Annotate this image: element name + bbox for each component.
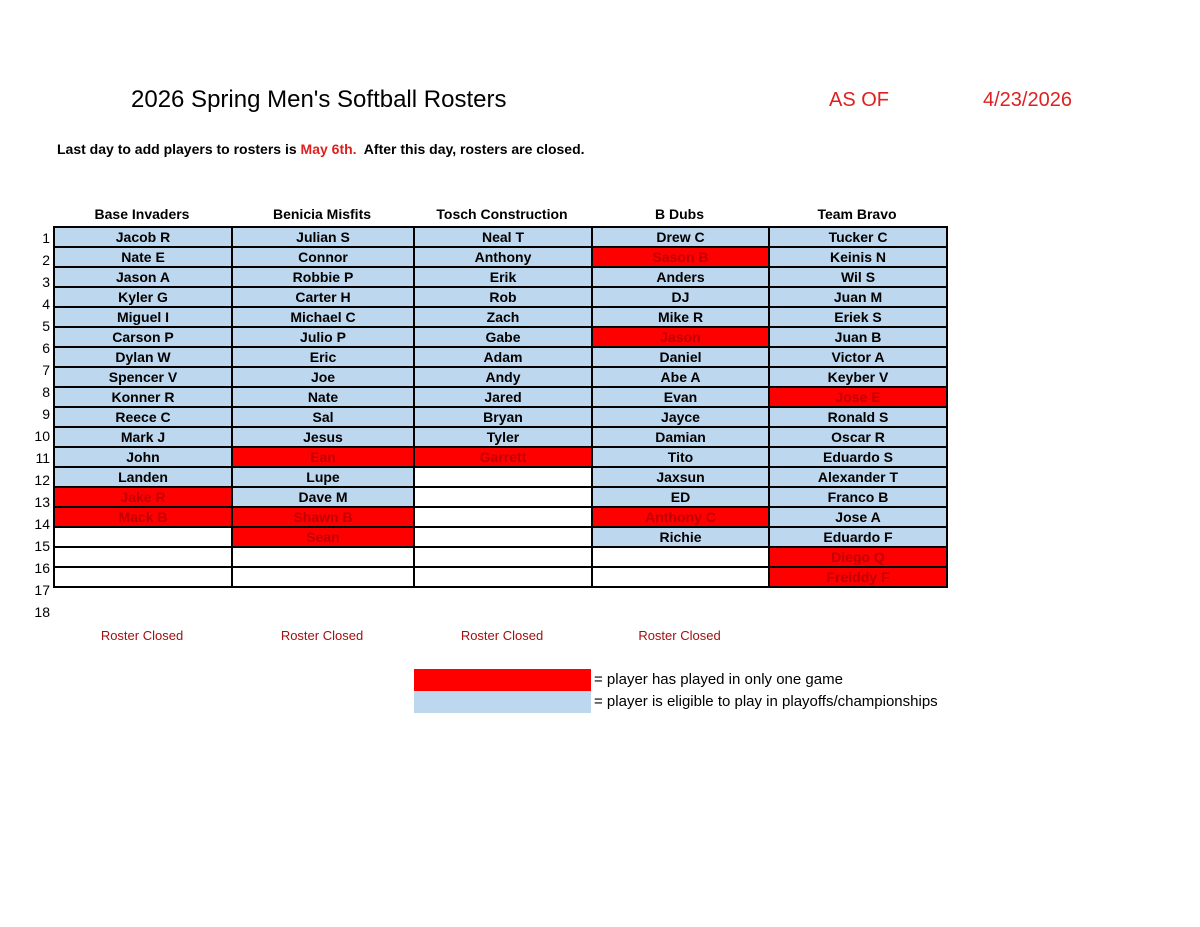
- row-number: 7: [42, 362, 50, 378]
- empty-roster-cell: [54, 567, 232, 587]
- row-number: 16: [34, 560, 50, 576]
- player-cell: Jose A: [769, 507, 947, 527]
- row-number: 14: [34, 516, 50, 532]
- player-cell: Tito: [592, 447, 769, 467]
- roster-closed-label: Roster Closed: [460, 628, 544, 643]
- legend-one-game-swatch: [414, 669, 591, 691]
- player-cell: Joe: [232, 367, 414, 387]
- player-cell: Konner R: [54, 387, 232, 407]
- player-cell: Richie: [592, 527, 769, 547]
- notice-suffix: After this day, rosters are closed.: [356, 141, 585, 157]
- empty-roster-cell: [592, 567, 769, 587]
- player-cell: Abe A: [592, 367, 769, 387]
- player-cell: Freiddy F: [769, 567, 947, 587]
- player-cell: ED: [592, 487, 769, 507]
- empty-roster-cell: [414, 547, 592, 567]
- player-cell: Reece C: [54, 407, 232, 427]
- empty-roster-cell: [414, 527, 592, 547]
- player-cell: Sal: [232, 407, 414, 427]
- player-cell: Oscar R: [769, 427, 947, 447]
- row-number: 5: [42, 318, 50, 334]
- player-cell: Anders: [592, 267, 769, 287]
- player-cell: Anthony: [414, 247, 592, 267]
- player-cell: Connor: [232, 247, 414, 267]
- empty-roster-cell: [414, 567, 592, 587]
- row-number: 12: [34, 472, 50, 488]
- legend-eligible-text: = player is eligible to play in playoffs/championships: [594, 693, 938, 710]
- player-cell: DJ: [592, 287, 769, 307]
- roster-deadline-notice: [57, 141, 585, 157]
- player-cell: Eduardo F: [769, 527, 947, 547]
- player-cell: Keinis N: [769, 247, 947, 267]
- row-number: 1: [42, 230, 50, 246]
- player-cell: Mark J: [54, 427, 232, 447]
- row-number: 18: [34, 604, 50, 620]
- player-cell: Juan B: [769, 327, 947, 347]
- player-cell: Jared: [414, 387, 592, 407]
- notice-prefix: Last day to add players to rosters is: [57, 141, 301, 157]
- player-cell: Gabe: [414, 327, 592, 347]
- player-cell: Garrett: [414, 447, 592, 467]
- row-number: 6: [42, 340, 50, 356]
- empty-roster-cell: [414, 487, 592, 507]
- table-row: [54, 327, 947, 347]
- player-cell: Victor A: [769, 347, 947, 367]
- player-cell: Landen: [54, 467, 232, 487]
- as-of-label: AS OF: [829, 89, 890, 111]
- player-cell: Ronald S: [769, 407, 947, 427]
- legend-eligible-swatch: [414, 691, 591, 713]
- row-number: 13: [34, 494, 50, 510]
- player-cell: Diego Q: [769, 547, 947, 567]
- roster-table: [53, 226, 948, 588]
- player-cell: Jake R: [54, 487, 232, 507]
- player-cell: Neal T: [414, 227, 592, 247]
- player-cell: Eric: [232, 347, 414, 367]
- player-cell: Dylan W: [54, 347, 232, 367]
- row-number: 10: [34, 428, 50, 444]
- player-cell: Rob: [414, 287, 592, 307]
- player-cell: Julio P: [232, 327, 414, 347]
- table-row: [54, 307, 947, 327]
- row-number: 15: [34, 538, 50, 554]
- player-cell: Jose E: [769, 387, 947, 407]
- player-cell: Erik: [414, 267, 592, 287]
- team-header: Benicia Misfits: [272, 206, 372, 222]
- player-cell: Alexander T: [769, 467, 947, 487]
- player-cell: Shawn B: [232, 507, 414, 527]
- page-title: 2026 Spring Men's Softball Rosters: [131, 86, 507, 113]
- player-cell: Nate: [232, 387, 414, 407]
- player-cell: Carson P: [54, 327, 232, 347]
- empty-roster-cell: [54, 547, 232, 567]
- player-cell: Jayce: [592, 407, 769, 427]
- player-cell: Jason: [592, 327, 769, 347]
- player-cell: Zach: [414, 307, 592, 327]
- player-cell: Eriek S: [769, 307, 947, 327]
- player-cell: Carter H: [232, 287, 414, 307]
- roster-closed-label: Roster Closed: [638, 628, 721, 643]
- player-cell: Julian S: [232, 227, 414, 247]
- row-number: 2: [42, 252, 50, 268]
- team-header: Base Invaders: [94, 206, 190, 222]
- player-cell: Spencer V: [54, 367, 232, 387]
- table-row: [54, 467, 947, 487]
- team-headers-row: [0, 206, 1200, 226]
- row-number: 17: [34, 582, 50, 598]
- player-cell: Tyler: [414, 427, 592, 447]
- empty-roster-cell: [232, 567, 414, 587]
- player-cell: Wil S: [769, 267, 947, 287]
- player-cell: Jaxsun: [592, 467, 769, 487]
- row-number: 4: [42, 296, 50, 312]
- player-cell: Robbie P: [232, 267, 414, 287]
- legend-one-game-text: = player has played in only one game: [594, 671, 843, 688]
- table-row: [54, 267, 947, 287]
- roster-status-row: [0, 628, 1200, 646]
- row-number: 8: [42, 384, 50, 400]
- team-header: B Dubs: [655, 206, 704, 222]
- player-cell: Mack B: [54, 507, 232, 527]
- table-row: [54, 527, 947, 547]
- player-cell: Sason B: [592, 247, 769, 267]
- player-cell: Kyler G: [54, 287, 232, 307]
- table-row: [54, 567, 947, 587]
- player-cell: Ean: [232, 447, 414, 467]
- team-header: Tosch Construction: [436, 206, 568, 222]
- player-cell: Andy: [414, 367, 592, 387]
- notice-deadline: May 6th.: [300, 141, 357, 157]
- player-cell: Anthony C: [592, 507, 769, 527]
- row-number: 11: [35, 450, 50, 466]
- player-cell: Dave M: [232, 487, 414, 507]
- player-cell: Drew C: [592, 227, 769, 247]
- player-cell: Franco B: [769, 487, 947, 507]
- row-number: 9: [42, 406, 50, 422]
- player-cell: Michael C: [232, 307, 414, 327]
- empty-roster-cell: [414, 507, 592, 527]
- player-cell: Eduardo S: [769, 447, 947, 467]
- table-row: [54, 487, 947, 507]
- player-cell: Jesus: [232, 427, 414, 447]
- table-row: [54, 367, 947, 387]
- player-cell: Lupe: [232, 467, 414, 487]
- player-cell: Miguel I: [54, 307, 232, 327]
- player-cell: Keyber V: [769, 367, 947, 387]
- player-cell: Jacob R: [54, 227, 232, 247]
- roster-closed-label: Roster Closed: [100, 628, 184, 643]
- empty-roster-cell: [54, 527, 232, 547]
- table-row: [54, 447, 947, 467]
- player-cell: Adam: [414, 347, 592, 367]
- player-cell: Mike R: [592, 307, 769, 327]
- player-cell: Nate E: [54, 247, 232, 267]
- table-row: [54, 547, 947, 567]
- table-row: [54, 427, 947, 447]
- row-number: 3: [42, 274, 50, 290]
- empty-roster-cell: [592, 547, 769, 567]
- player-cell: Juan M: [769, 287, 947, 307]
- player-cell: Tucker C: [769, 227, 947, 247]
- table-row: [54, 387, 947, 407]
- table-row: [54, 287, 947, 307]
- player-cell: Jason A: [54, 267, 232, 287]
- player-cell: Daniel: [592, 347, 769, 367]
- empty-roster-cell: [232, 547, 414, 567]
- row-numbers-column: [28, 227, 52, 623]
- roster-closed-label: Roster Closed: [280, 628, 364, 643]
- table-row: [54, 247, 947, 267]
- team-header: Team Bravo: [817, 206, 897, 222]
- player-cell: Damian: [592, 427, 769, 447]
- table-row: [54, 507, 947, 527]
- player-cell: Sean: [232, 527, 414, 547]
- player-cell: Evan: [592, 387, 769, 407]
- table-row: [54, 347, 947, 367]
- empty-roster-cell: [414, 467, 592, 487]
- table-row: [54, 227, 947, 247]
- as-of-date: 4/23/2026: [983, 89, 1072, 111]
- player-cell: Bryan: [414, 407, 592, 427]
- table-row: [54, 407, 947, 427]
- player-cell: John: [54, 447, 232, 467]
